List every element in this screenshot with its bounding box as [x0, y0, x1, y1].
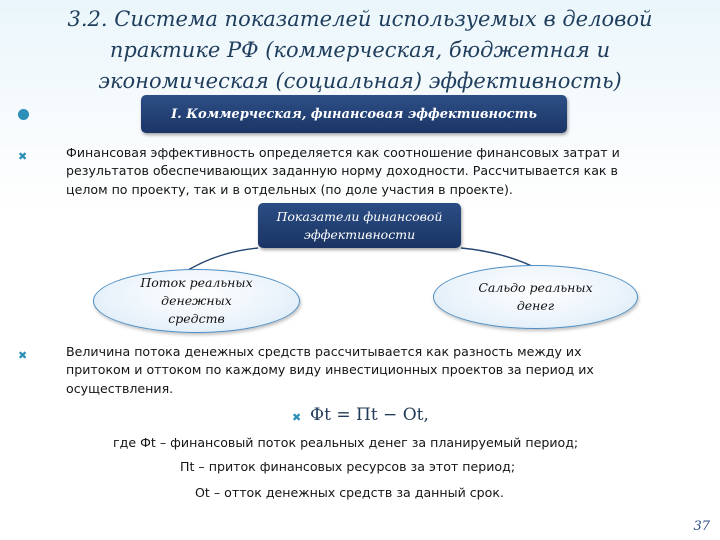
- x-mark-icon: ✖: [18, 349, 28, 362]
- left-ellipse-line-1: Поток реальных: [140, 275, 253, 290]
- page-number: 37: [693, 519, 710, 534]
- center-box-line-2: эффективности: [303, 226, 416, 242]
- paragraph2-line-2: притоком и оттоком по каждому виду инвестиционных проектов за период их: [66, 362, 594, 378]
- x-mark-icon: ✖: [292, 411, 302, 424]
- right-ellipse-line-2: денег: [516, 298, 555, 313]
- paragraph2-line-3: осуществления.: [66, 380, 174, 396]
- left-ellipse-line-3: средств: [168, 311, 225, 326]
- left-ellipse-line-2: денежных: [161, 293, 232, 308]
- definition-inflow: Пt – приток финансовых ресурсов за этот период;: [180, 459, 516, 474]
- x-mark-icon: ✖: [18, 150, 28, 163]
- section-header-text: I. Коммерческая, финансовая эффективность: [171, 106, 537, 122]
- definition-cash-flow: где Фt – финансовый поток реальных денег за планируемый период;: [113, 435, 579, 450]
- financial-indicators-box: [258, 203, 461, 248]
- title-line-1: 3.2. Система показателей используемых в деловой: [67, 7, 653, 31]
- balance-ellipse: [433, 265, 638, 329]
- definition-outflow: Оt – отток денежных средств за данный срок.: [195, 485, 504, 500]
- cash-flow-formula: Фt = Пt − Оt,: [310, 405, 429, 425]
- right-ellipse-line-1: Сальдо реальных: [478, 280, 593, 295]
- center-box-line-1: Показатели финансовой: [276, 208, 443, 224]
- paragraph1-line-1: Финансовая эффективность определяется как соотношение финансовых затрат и: [66, 145, 620, 160]
- title-line-2: практике РФ (коммерческая, бюджетная и: [109, 38, 611, 62]
- paragraph2-line-1: Величина потока денежных средств рассчитывается как разность между их: [66, 344, 582, 359]
- paragraph1-line-2: результатов обеспечивающих заданную норму доходности. Рассчитывается как в: [66, 163, 618, 179]
- title-line-3: экономическая (социальная) эффективность): [98, 69, 622, 93]
- paragraph-cash-flow: [66, 343, 594, 398]
- cash-flow-ellipse: [93, 269, 300, 333]
- paragraph1-line-3: целом по проекту, так и в отдельных (по доле участия в проекте).: [66, 181, 513, 197]
